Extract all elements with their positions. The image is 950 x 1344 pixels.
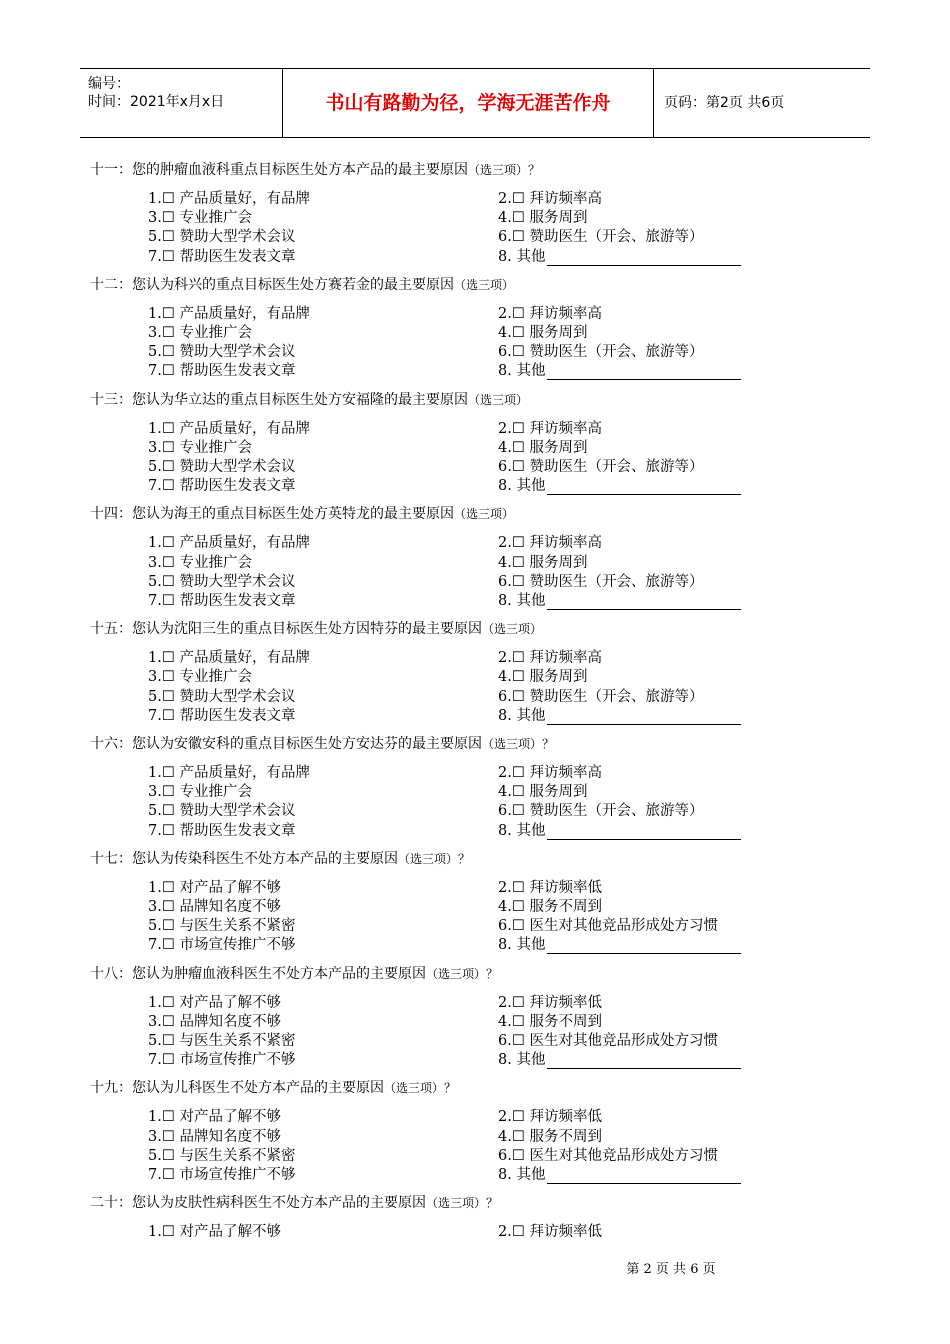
option-label: 3.☐ 品牌知名度不够: [148, 1013, 281, 1030]
option-item[interactable]: [498, 321, 587, 342]
option-label: 3.☐ 专业推广会: [148, 669, 252, 686]
option-label: 1.☐ 对产品了解不够: [148, 879, 281, 896]
footer-page-number: 第 2 页 共 6 页: [626, 1262, 716, 1277]
option-label: 7.☐ 帮助医生发表文章: [148, 363, 296, 380]
option-label: 8. 其他: [498, 592, 546, 609]
option-label: 6.☐ 赞助医生（开会、旅游等）: [498, 458, 704, 475]
option-label: 2.☐ 拜访频率高: [498, 650, 602, 667]
question-hint: （选三项）？: [426, 966, 499, 981]
option-label: 1.☐ 对产品了解不够: [148, 994, 281, 1011]
option-label: 3.☐ 专业推广会: [148, 439, 252, 456]
other-blank-line[interactable]: [547, 939, 741, 954]
option-label: 5.☐ 赞助大型学术会议: [148, 803, 296, 820]
option-label: 1.☐ 对产品了解不够: [148, 1109, 281, 1126]
option-item[interactable]: [148, 1163, 295, 1184]
option-item[interactable]: [148, 245, 295, 266]
question-title: [90, 274, 514, 294]
page-footer: [0, 1258, 950, 1277]
question-title: [90, 1077, 456, 1097]
option-label: 3.☐ 专业推广会: [148, 210, 252, 227]
option-item[interactable]: [498, 302, 602, 323]
option-label: 6.☐ 医生对其他竞品形成处方习惯: [498, 918, 718, 935]
option-label: 6.☐ 赞助医生（开会、旅游等）: [498, 688, 704, 705]
option-label: 6.☐ 赞助医生（开会、旅游等）: [498, 344, 704, 361]
option-item[interactable]: [148, 474, 295, 495]
option-label: 5.☐ 与医生关系不紧密: [148, 1032, 296, 1049]
option-item[interactable]: [498, 436, 587, 457]
other-blank-line[interactable]: [547, 710, 741, 725]
option-label: 4.☐ 服务周到: [498, 210, 588, 227]
option-label: 4.☐ 服务不周到: [498, 1128, 602, 1145]
option-label: 1.☐ 产品质量好，有品牌: [148, 650, 310, 667]
option-item[interactable]: [498, 245, 741, 266]
option-label: 5.☐ 赞助大型学术会议: [148, 458, 296, 475]
question-hint: （选三项）？: [398, 851, 471, 866]
option-item[interactable]: [148, 799, 295, 820]
question-text: 十八：您认为肿瘤血液科医生不处方本产品的主要原因: [90, 965, 426, 982]
option-item[interactable]: [498, 1029, 718, 1050]
option-label: 5.☐ 与医生关系不紧密: [148, 1147, 296, 1164]
option-item[interactable]: [498, 589, 741, 610]
option-label: 8. 其他: [498, 363, 546, 380]
question-hint: （选三项）: [454, 277, 515, 292]
question-title: [90, 963, 498, 983]
option-item[interactable]: [148, 1125, 281, 1146]
other-blank-line[interactable]: [547, 825, 741, 840]
option-item[interactable]: [498, 819, 741, 840]
option-label: 2.☐ 拜访频率高: [498, 765, 602, 781]
option-item[interactable]: [148, 1220, 281, 1241]
option-item[interactable]: [148, 646, 310, 667]
question-text: 十二：您认为科兴的重点目标医生处方赛若金的最主要原因: [90, 276, 454, 293]
question-hint: （选三项）: [468, 392, 529, 407]
question-hint: （选三项）？: [468, 163, 541, 177]
question-title: [90, 159, 540, 179]
option-item[interactable]: [498, 991, 602, 1012]
question-title: [90, 1192, 498, 1212]
option-label: 2.☐ 拜访频率低: [498, 994, 602, 1011]
option-label: 8. 其他: [498, 248, 546, 265]
option-item[interactable]: [498, 1105, 602, 1126]
option-item[interactable]: [148, 455, 295, 476]
option-item[interactable]: [498, 1220, 602, 1241]
question-text: 十七：您认为传染科医生不处方本产品的主要原因: [90, 850, 398, 867]
option-item[interactable]: [148, 1144, 295, 1165]
question-text: 十三：您认为华立达的重点目标医生处方安福隆的最主要原因: [90, 391, 468, 408]
option-label: 1.☐ 产品质量好，有品牌: [148, 765, 310, 781]
option-label: 6.☐ 医生对其他竞品形成处方习惯: [498, 1032, 718, 1049]
option-label: 5.☐ 与医生关系不紧密: [148, 918, 296, 935]
question-title: [90, 848, 470, 868]
option-label: 4.☐ 服务不周到: [498, 898, 602, 915]
option-item[interactable]: [498, 551, 587, 572]
option-item[interactable]: [148, 321, 252, 342]
option-label: 1.☐ 产品质量好，有品牌: [148, 420, 310, 437]
option-label: 4.☐ 服务周到: [498, 784, 588, 801]
option-label: 5.☐ 赞助大型学术会议: [148, 688, 296, 705]
option-label: 8. 其他: [498, 478, 546, 495]
option-item[interactable]: [148, 589, 295, 610]
option-label: 4.☐ 服务周到: [498, 554, 588, 571]
date-label: 时间：2021年x月x日: [88, 94, 225, 110]
option-item[interactable]: [148, 876, 281, 897]
option-label: 8. 其他: [498, 1052, 546, 1069]
question-title: [90, 618, 542, 638]
option-item[interactable]: [148, 685, 295, 706]
option-label: 7.☐ 帮助医生发表文章: [148, 707, 296, 724]
option-label: 1.☐ 产品质量好，有品牌: [148, 535, 310, 552]
option-item[interactable]: [498, 1144, 718, 1165]
option-label: 3.☐ 专业推广会: [148, 554, 252, 571]
option-item[interactable]: [498, 1125, 602, 1146]
question-text: 十六：您认为安徽安科的重点目标医生处方安达芬的最主要原因: [90, 736, 482, 752]
option-label: 2.☐ 拜访频率低: [498, 879, 602, 896]
other-blank-line[interactable]: [547, 1169, 741, 1184]
option-item[interactable]: [498, 780, 587, 801]
option-label: 6.☐ 赞助医生（开会、旅游等）: [498, 573, 704, 590]
option-label: 3.☐ 专业推广会: [148, 324, 252, 341]
option-label: 2.☐ 拜访频率高: [498, 420, 602, 437]
option-label: 5.☐ 赞助大型学术会议: [148, 229, 296, 246]
option-label: 3.☐ 品牌知名度不够: [148, 898, 281, 915]
option-item[interactable]: [148, 1010, 281, 1031]
option-item[interactable]: [148, 340, 295, 361]
option-item[interactable]: [498, 531, 602, 552]
option-item[interactable]: [148, 895, 281, 916]
option-label: 6.☐ 医生对其他竞品形成处方习惯: [498, 1147, 718, 1164]
header-motto: 书山有路勤为径，学海无涯苦作舟: [283, 69, 654, 137]
option-item[interactable]: [148, 570, 295, 591]
option-item[interactable]: [498, 1010, 602, 1031]
option-item[interactable]: [148, 761, 310, 782]
option-label: 5.☐ 赞助大型学术会议: [148, 573, 296, 590]
option-label: 7.☐ 市场宣传推广不够: [148, 937, 296, 954]
option-label: 1.☐ 产品质量好，有品牌: [148, 305, 310, 322]
serial-label: 编号：: [88, 76, 130, 92]
option-item[interactable]: [498, 417, 602, 438]
option-item[interactable]: [498, 799, 703, 820]
header-meta: [80, 69, 283, 137]
option-item[interactable]: [148, 187, 310, 208]
option-label: 3.☐ 专业推广会: [148, 784, 252, 801]
header-page-info: 页码：第2页 共6页: [664, 95, 785, 111]
option-label: 7.☐ 市场宣传推广不够: [148, 1052, 296, 1069]
option-item[interactable]: [498, 206, 587, 227]
option-label: 1.☐ 产品质量好，有品牌: [148, 191, 310, 207]
option-label: 3.☐ 品牌知名度不够: [148, 1128, 281, 1145]
other-blank-line[interactable]: [547, 480, 741, 495]
option-item[interactable]: [498, 685, 703, 706]
page-header: [80, 68, 870, 138]
option-item[interactable]: [498, 187, 602, 208]
option-item[interactable]: [148, 436, 252, 457]
option-item[interactable]: [498, 225, 703, 246]
option-label: 8. 其他: [498, 937, 546, 954]
option-label: 1.☐ 对产品了解不够: [148, 1224, 281, 1241]
option-label: 7.☐ 帮助医生发表文章: [148, 248, 296, 265]
option-label: 7.☐ 帮助医生发表文章: [148, 592, 296, 609]
option-item[interactable]: [148, 1105, 281, 1126]
option-label: 7.☐ 市场宣传推广不够: [148, 1166, 296, 1183]
option-item[interactable]: [498, 895, 602, 916]
option-item[interactable]: [498, 704, 741, 725]
question-title: [90, 389, 528, 409]
option-label: 4.☐ 服务周到: [498, 669, 588, 686]
question-title: [90, 733, 554, 753]
option-item[interactable]: [498, 876, 602, 897]
option-item[interactable]: [148, 225, 295, 246]
option-item[interactable]: [148, 302, 310, 323]
question-hint: （选三项）？: [384, 1081, 457, 1096]
other-blank-line[interactable]: [547, 595, 741, 610]
other-blank-line[interactable]: [547, 365, 741, 380]
option-item[interactable]: [148, 933, 295, 954]
option-item[interactable]: [498, 340, 703, 361]
option-label: 8. 其他: [498, 822, 546, 839]
question-title: [90, 503, 514, 523]
option-item[interactable]: [498, 474, 741, 495]
option-label: 6.☐ 赞助医生（开会、旅游等）: [498, 229, 704, 246]
option-item[interactable]: [498, 1048, 741, 1069]
option-item[interactable]: [148, 417, 310, 438]
question-text: 十九：您认为儿科医生不处方本产品的主要原因: [90, 1080, 384, 1097]
other-blank-line[interactable]: [547, 1054, 741, 1069]
option-label: 7.☐ 帮助医生发表文章: [148, 478, 296, 495]
option-item[interactable]: [498, 646, 602, 667]
question-hint: （选三项）: [454, 507, 515, 522]
option-item[interactable]: [498, 570, 703, 591]
option-item[interactable]: [148, 819, 295, 840]
option-label: 8. 其他: [498, 1166, 546, 1183]
option-item[interactable]: [148, 780, 252, 801]
question-text: 十四：您认为海王的重点目标医生处方英特龙的最主要原因: [90, 506, 454, 523]
question-hint: （选三项）？: [426, 1196, 499, 1211]
option-item[interactable]: [498, 359, 741, 380]
option-item[interactable]: [148, 914, 295, 935]
option-item[interactable]: [148, 665, 252, 686]
option-label: 4.☐ 服务不周到: [498, 1013, 602, 1030]
option-item[interactable]: [148, 531, 310, 552]
option-label: 5.☐ 赞助大型学术会议: [148, 344, 296, 361]
option-label: 4.☐ 服务周到: [498, 324, 588, 341]
option-item[interactable]: [148, 991, 281, 1012]
option-item[interactable]: [148, 206, 252, 227]
option-label: 7.☐ 帮助医生发表文章: [148, 822, 296, 839]
option-item[interactable]: [148, 1048, 295, 1069]
option-item[interactable]: [498, 914, 718, 935]
option-label: 2.☐ 拜访频率高: [498, 191, 602, 207]
option-label: 2.☐ 拜访频率低: [498, 1109, 602, 1126]
option-label: 2.☐ 拜访频率低: [498, 1224, 602, 1241]
other-blank-line[interactable]: [547, 251, 741, 266]
option-item[interactable]: [498, 761, 602, 782]
question-hint: （选三项）？: [482, 737, 555, 751]
option-item[interactable]: [148, 359, 295, 380]
option-item[interactable]: [148, 1029, 295, 1050]
question-text: 十一：您的肿瘤血液科重点目标医生处方本产品的最主要原因: [90, 162, 468, 178]
question-text: 十五：您认为沈阳三生的重点目标医生处方因特芬的最主要原因: [90, 621, 482, 638]
option-item[interactable]: [148, 551, 252, 572]
option-label: 4.☐ 服务周到: [498, 439, 588, 456]
option-item[interactable]: [498, 455, 703, 476]
question-hint: （选三项）: [482, 622, 543, 637]
option-item[interactable]: [498, 933, 741, 954]
option-label: 2.☐ 拜访频率高: [498, 305, 602, 322]
option-item[interactable]: [148, 704, 295, 725]
option-item[interactable]: [498, 665, 587, 686]
option-label: 6.☐ 赞助医生（开会、旅游等）: [498, 803, 704, 820]
question-text: 二十：您认为皮肤性病科医生不处方本产品的主要原因: [90, 1195, 426, 1212]
option-label: 2.☐ 拜访频率高: [498, 535, 602, 552]
option-label: 8. 其他: [498, 707, 546, 724]
option-item[interactable]: [498, 1163, 741, 1184]
